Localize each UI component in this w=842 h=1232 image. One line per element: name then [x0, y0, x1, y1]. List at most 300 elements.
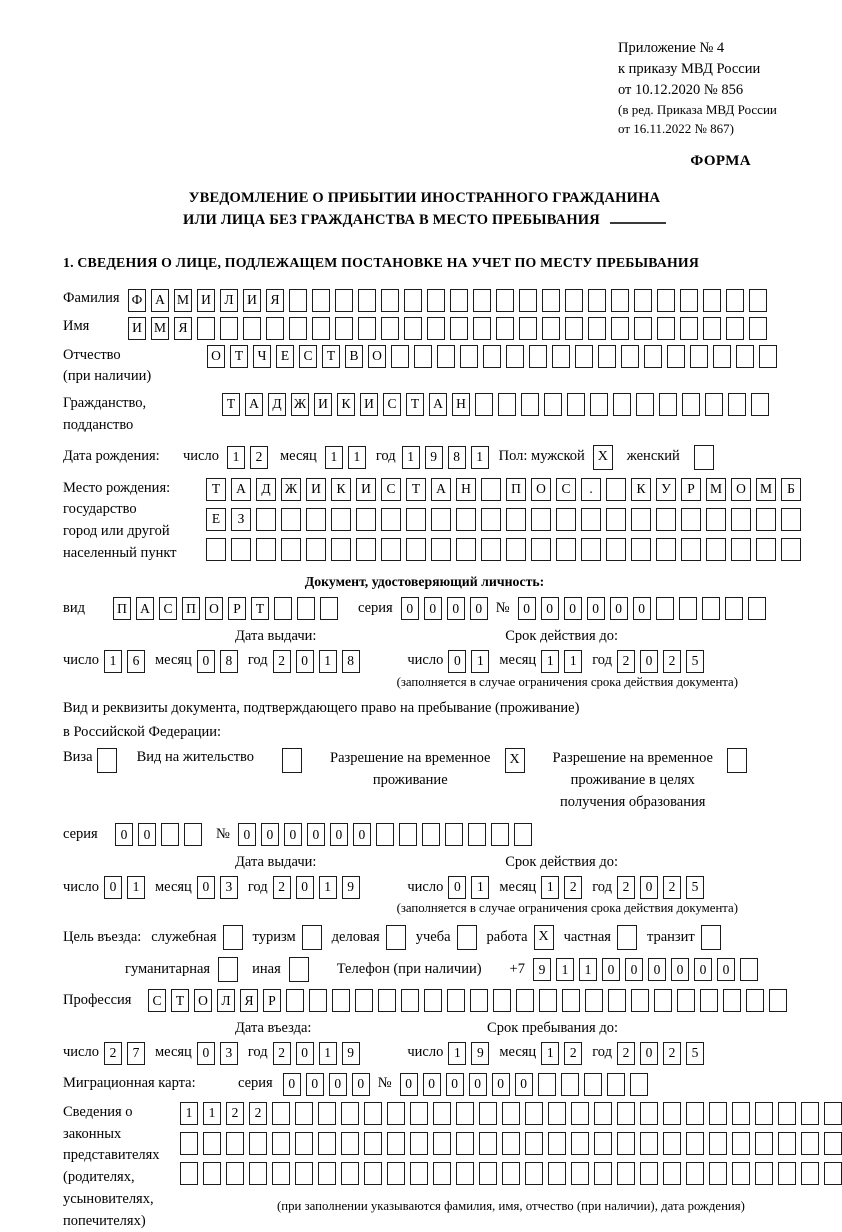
- char-cell[interactable]: К: [337, 393, 355, 416]
- char-cell[interactable]: [433, 1132, 451, 1155]
- char-cell[interactable]: 9: [342, 876, 360, 899]
- char-cell[interactable]: 0: [470, 597, 488, 620]
- char-cell[interactable]: [824, 1102, 842, 1125]
- char-cell[interactable]: К: [631, 478, 651, 501]
- char-cell[interactable]: [751, 393, 769, 416]
- char-cell[interactable]: О: [207, 345, 225, 368]
- char-cell[interactable]: О: [205, 597, 223, 620]
- char-cell[interactable]: [525, 1102, 543, 1125]
- char-cell[interactable]: 0: [115, 823, 133, 846]
- char-cell[interactable]: 1: [448, 1042, 466, 1065]
- char-cell[interactable]: 9: [533, 958, 551, 981]
- char-cell[interactable]: [220, 317, 238, 340]
- char-cell[interactable]: 2: [104, 1042, 122, 1065]
- char-cell[interactable]: [663, 1102, 681, 1125]
- char-cell[interactable]: 1: [541, 650, 559, 673]
- char-cell[interactable]: 0: [448, 876, 466, 899]
- char-cell[interactable]: 1: [541, 1042, 559, 1065]
- char-cell[interactable]: [575, 345, 593, 368]
- char-cell[interactable]: [493, 989, 511, 1012]
- char-cell[interactable]: [681, 538, 701, 561]
- char-cell[interactable]: Е: [206, 508, 226, 531]
- char-cell[interactable]: [706, 538, 726, 561]
- char-cell[interactable]: С: [159, 597, 177, 620]
- char-cell[interactable]: [759, 345, 777, 368]
- char-cell[interactable]: [531, 538, 551, 561]
- char-cell[interactable]: Р: [263, 989, 281, 1012]
- char-cell[interactable]: 0: [197, 650, 215, 673]
- char-cell[interactable]: 0: [640, 1042, 658, 1065]
- char-cell[interactable]: [479, 1162, 497, 1185]
- char-cell[interactable]: [562, 989, 580, 1012]
- char-cell[interactable]: Л: [217, 989, 235, 1012]
- purpose-work-checkbox[interactable]: X: [534, 925, 554, 950]
- char-cell[interactable]: 1: [348, 446, 366, 469]
- char-cell[interactable]: 0: [352, 1073, 370, 1096]
- char-cell[interactable]: [318, 1162, 336, 1185]
- char-cell[interactable]: Д: [256, 478, 276, 501]
- char-cell[interactable]: [686, 1162, 704, 1185]
- char-cell[interactable]: [656, 597, 674, 620]
- char-cell[interactable]: [180, 1162, 198, 1185]
- char-cell[interactable]: [755, 1162, 773, 1185]
- char-cell[interactable]: 2: [273, 876, 291, 899]
- char-cell[interactable]: Т: [171, 989, 189, 1012]
- char-cell[interactable]: [706, 508, 726, 531]
- char-cell[interactable]: [180, 1132, 198, 1155]
- char-cell[interactable]: [617, 1102, 635, 1125]
- char-cell[interactable]: Ж: [281, 478, 301, 501]
- char-cell[interactable]: 0: [284, 823, 302, 846]
- char-cell[interactable]: [607, 1073, 625, 1096]
- char-cell[interactable]: [364, 1162, 382, 1185]
- char-cell[interactable]: [249, 1162, 267, 1185]
- char-cell[interactable]: 1: [319, 876, 337, 899]
- char-cell[interactable]: П: [182, 597, 200, 620]
- char-cell[interactable]: [567, 393, 585, 416]
- char-cell[interactable]: [781, 508, 801, 531]
- char-cell[interactable]: [306, 538, 326, 561]
- char-cell[interactable]: Ч: [253, 345, 271, 368]
- char-cell[interactable]: [381, 538, 401, 561]
- char-cell[interactable]: [654, 989, 672, 1012]
- char-cell[interactable]: [748, 597, 766, 620]
- char-cell[interactable]: [656, 508, 676, 531]
- char-cell[interactable]: [274, 597, 292, 620]
- char-cell[interactable]: [519, 317, 537, 340]
- char-cell[interactable]: [732, 1132, 750, 1155]
- char-cell[interactable]: 0: [518, 597, 536, 620]
- char-cell[interactable]: О: [194, 989, 212, 1012]
- char-cell[interactable]: [608, 989, 626, 1012]
- char-cell[interactable]: [726, 317, 744, 340]
- char-cell[interactable]: М: [174, 289, 192, 312]
- char-cell[interactable]: В: [345, 345, 363, 368]
- char-cell[interactable]: 0: [424, 597, 442, 620]
- char-cell[interactable]: 5: [686, 876, 704, 899]
- char-cell[interactable]: [496, 317, 514, 340]
- char-cell[interactable]: 6: [127, 650, 145, 673]
- char-cell[interactable]: [406, 508, 426, 531]
- char-cell[interactable]: Д: [268, 393, 286, 416]
- char-cell[interactable]: [640, 1132, 658, 1155]
- purpose-tourism-checkbox[interactable]: [302, 925, 322, 950]
- char-cell[interactable]: [617, 1132, 635, 1155]
- char-cell[interactable]: [617, 1162, 635, 1185]
- char-cell[interactable]: [406, 538, 426, 561]
- char-cell[interactable]: С: [556, 478, 576, 501]
- purpose-study-checkbox[interactable]: [457, 925, 477, 950]
- char-cell[interactable]: Б: [781, 478, 801, 501]
- char-cell[interactable]: [473, 289, 491, 312]
- char-cell[interactable]: [705, 393, 723, 416]
- char-cell[interactable]: [571, 1162, 589, 1185]
- char-cell[interactable]: [594, 1132, 612, 1155]
- char-cell[interactable]: [690, 345, 708, 368]
- char-cell[interactable]: [256, 538, 276, 561]
- char-cell[interactable]: [410, 1132, 428, 1155]
- char-cell[interactable]: 0: [446, 1073, 464, 1096]
- char-cell[interactable]: [332, 989, 350, 1012]
- char-cell[interactable]: 0: [296, 650, 314, 673]
- char-cell[interactable]: [481, 508, 501, 531]
- char-cell[interactable]: [289, 289, 307, 312]
- char-cell[interactable]: [755, 1102, 773, 1125]
- char-cell[interactable]: 0: [492, 1073, 510, 1096]
- char-cell[interactable]: 0: [633, 597, 651, 620]
- char-cell[interactable]: 5: [686, 1042, 704, 1065]
- char-cell[interactable]: [399, 823, 417, 846]
- char-cell[interactable]: 0: [640, 650, 658, 673]
- char-cell[interactable]: 0: [423, 1073, 441, 1096]
- char-cell[interactable]: 0: [306, 1073, 324, 1096]
- char-cell[interactable]: 1: [556, 958, 574, 981]
- char-cell[interactable]: [335, 317, 353, 340]
- char-cell[interactable]: А: [136, 597, 154, 620]
- char-cell[interactable]: [456, 508, 476, 531]
- char-cell[interactable]: [731, 508, 751, 531]
- char-cell[interactable]: [542, 289, 560, 312]
- char-cell[interactable]: [606, 478, 626, 501]
- char-cell[interactable]: [644, 345, 662, 368]
- char-cell[interactable]: [341, 1162, 359, 1185]
- char-cell[interactable]: [756, 538, 776, 561]
- char-cell[interactable]: С: [381, 478, 401, 501]
- char-cell[interactable]: [203, 1132, 221, 1155]
- char-cell[interactable]: [679, 597, 697, 620]
- char-cell[interactable]: .: [581, 478, 601, 501]
- char-cell[interactable]: [590, 393, 608, 416]
- char-cell[interactable]: [498, 393, 516, 416]
- char-cell[interactable]: [483, 345, 501, 368]
- char-cell[interactable]: С: [299, 345, 317, 368]
- char-cell[interactable]: [281, 538, 301, 561]
- char-cell[interactable]: 1: [325, 446, 343, 469]
- char-cell[interactable]: 2: [663, 650, 681, 673]
- char-cell[interactable]: [272, 1162, 290, 1185]
- char-cell[interactable]: [703, 317, 721, 340]
- char-cell[interactable]: [460, 345, 478, 368]
- char-cell[interactable]: К: [331, 478, 351, 501]
- char-cell[interactable]: [249, 1132, 267, 1155]
- char-cell[interactable]: [381, 289, 399, 312]
- char-cell[interactable]: [404, 317, 422, 340]
- char-cell[interactable]: [391, 345, 409, 368]
- char-cell[interactable]: 0: [694, 958, 712, 981]
- char-cell[interactable]: [538, 1073, 556, 1096]
- char-cell[interactable]: [320, 597, 338, 620]
- char-cell[interactable]: [404, 289, 422, 312]
- char-cell[interactable]: [506, 538, 526, 561]
- char-cell[interactable]: [594, 1162, 612, 1185]
- char-cell[interactable]: 0: [197, 876, 215, 899]
- char-cell[interactable]: 0: [296, 1042, 314, 1065]
- char-cell[interactable]: И: [243, 289, 261, 312]
- char-cell[interactable]: [801, 1132, 819, 1155]
- char-cell[interactable]: Т: [206, 478, 226, 501]
- char-cell[interactable]: [184, 823, 202, 846]
- char-cell[interactable]: И: [356, 478, 376, 501]
- char-cell[interactable]: [681, 508, 701, 531]
- char-cell[interactable]: [456, 1132, 474, 1155]
- char-cell[interactable]: Т: [222, 393, 240, 416]
- char-cell[interactable]: 0: [238, 823, 256, 846]
- char-cell[interactable]: 9: [342, 1042, 360, 1065]
- char-cell[interactable]: [731, 538, 751, 561]
- char-cell[interactable]: [778, 1132, 796, 1155]
- char-cell[interactable]: [341, 1132, 359, 1155]
- char-cell[interactable]: [713, 345, 731, 368]
- char-cell[interactable]: И: [306, 478, 326, 501]
- char-cell[interactable]: 0: [640, 876, 658, 899]
- char-cell[interactable]: [226, 1162, 244, 1185]
- char-cell[interactable]: Т: [251, 597, 269, 620]
- char-cell[interactable]: [331, 538, 351, 561]
- char-cell[interactable]: А: [431, 478, 451, 501]
- char-cell[interactable]: [470, 989, 488, 1012]
- char-cell[interactable]: С: [383, 393, 401, 416]
- char-cell[interactable]: [801, 1102, 819, 1125]
- char-cell[interactable]: А: [429, 393, 447, 416]
- char-cell[interactable]: 0: [104, 876, 122, 899]
- char-cell[interactable]: 8: [448, 446, 466, 469]
- char-cell[interactable]: 0: [197, 1042, 215, 1065]
- char-cell[interactable]: [749, 289, 767, 312]
- sex-female-checkbox[interactable]: [694, 445, 714, 470]
- char-cell[interactable]: [548, 1102, 566, 1125]
- char-cell[interactable]: [640, 1102, 658, 1125]
- char-cell[interactable]: [502, 1102, 520, 1125]
- char-cell[interactable]: [525, 1132, 543, 1155]
- char-cell[interactable]: [401, 989, 419, 1012]
- char-cell[interactable]: [548, 1162, 566, 1185]
- char-cell[interactable]: Ф: [128, 289, 146, 312]
- char-cell[interactable]: [502, 1162, 520, 1185]
- char-cell[interactable]: 0: [401, 597, 419, 620]
- char-cell[interactable]: [335, 289, 353, 312]
- char-cell[interactable]: [588, 317, 606, 340]
- char-cell[interactable]: [431, 508, 451, 531]
- char-cell[interactable]: [556, 508, 576, 531]
- char-cell[interactable]: [594, 1102, 612, 1125]
- char-cell[interactable]: [206, 538, 226, 561]
- char-cell[interactable]: [502, 1132, 520, 1155]
- char-cell[interactable]: Н: [452, 393, 470, 416]
- char-cell[interactable]: [680, 289, 698, 312]
- char-cell[interactable]: Р: [228, 597, 246, 620]
- char-cell[interactable]: [723, 989, 741, 1012]
- char-cell[interactable]: [571, 1132, 589, 1155]
- char-cell[interactable]: [387, 1102, 405, 1125]
- char-cell[interactable]: [702, 597, 720, 620]
- char-cell[interactable]: 2: [663, 1042, 681, 1065]
- char-cell[interactable]: [318, 1102, 336, 1125]
- char-cell[interactable]: [427, 317, 445, 340]
- char-cell[interactable]: [521, 393, 539, 416]
- char-cell[interactable]: [289, 317, 307, 340]
- char-cell[interactable]: 0: [671, 958, 689, 981]
- char-cell[interactable]: И: [197, 289, 215, 312]
- char-cell[interactable]: [437, 345, 455, 368]
- char-cell[interactable]: 1: [227, 446, 245, 469]
- char-cell[interactable]: [491, 823, 509, 846]
- char-cell[interactable]: [824, 1162, 842, 1185]
- char-cell[interactable]: 2: [564, 876, 582, 899]
- char-cell[interactable]: [496, 289, 514, 312]
- char-cell[interactable]: П: [113, 597, 131, 620]
- char-cell[interactable]: [519, 289, 537, 312]
- char-cell[interactable]: 1: [541, 876, 559, 899]
- char-cell[interactable]: [542, 317, 560, 340]
- char-cell[interactable]: [376, 823, 394, 846]
- char-cell[interactable]: 1: [319, 650, 337, 673]
- char-cell[interactable]: [769, 989, 787, 1012]
- char-cell[interactable]: [431, 538, 451, 561]
- char-cell[interactable]: [539, 989, 557, 1012]
- char-cell[interactable]: 3: [220, 1042, 238, 1065]
- char-cell[interactable]: Т: [230, 345, 248, 368]
- char-cell[interactable]: З: [231, 508, 251, 531]
- char-cell[interactable]: [801, 1162, 819, 1185]
- char-cell[interactable]: [506, 508, 526, 531]
- char-cell[interactable]: [548, 1132, 566, 1155]
- char-cell[interactable]: [755, 1132, 773, 1155]
- char-cell[interactable]: [355, 989, 373, 1012]
- char-cell[interactable]: 8: [342, 650, 360, 673]
- char-cell[interactable]: [667, 345, 685, 368]
- char-cell[interactable]: 0: [515, 1073, 533, 1096]
- char-cell[interactable]: 1: [319, 1042, 337, 1065]
- char-cell[interactable]: 2: [617, 876, 635, 899]
- char-cell[interactable]: [621, 345, 639, 368]
- char-cell[interactable]: [445, 823, 463, 846]
- char-cell[interactable]: [656, 538, 676, 561]
- char-cell[interactable]: [756, 508, 776, 531]
- char-cell[interactable]: А: [231, 478, 251, 501]
- char-cell[interactable]: [749, 317, 767, 340]
- char-cell[interactable]: [740, 958, 758, 981]
- char-cell[interactable]: 0: [307, 823, 325, 846]
- char-cell[interactable]: 2: [273, 1042, 291, 1065]
- char-cell[interactable]: [565, 289, 583, 312]
- char-cell[interactable]: 1: [127, 876, 145, 899]
- char-cell[interactable]: [356, 508, 376, 531]
- char-cell[interactable]: [630, 1073, 648, 1096]
- char-cell[interactable]: 1: [564, 650, 582, 673]
- char-cell[interactable]: [481, 478, 501, 501]
- char-cell[interactable]: [473, 317, 491, 340]
- char-cell[interactable]: С: [148, 989, 166, 1012]
- char-cell[interactable]: 0: [648, 958, 666, 981]
- char-cell[interactable]: [682, 393, 700, 416]
- char-cell[interactable]: [433, 1102, 451, 1125]
- char-cell[interactable]: [331, 508, 351, 531]
- char-cell[interactable]: Я: [174, 317, 192, 340]
- char-cell[interactable]: 2: [617, 650, 635, 673]
- char-cell[interactable]: [306, 508, 326, 531]
- char-cell[interactable]: 0: [400, 1073, 418, 1096]
- char-cell[interactable]: [657, 289, 675, 312]
- char-cell[interactable]: [634, 289, 652, 312]
- char-cell[interactable]: У: [656, 478, 676, 501]
- char-cell[interactable]: 1: [203, 1102, 221, 1125]
- char-cell[interactable]: [286, 989, 304, 1012]
- char-cell[interactable]: 2: [273, 650, 291, 673]
- char-cell[interactable]: [450, 317, 468, 340]
- char-cell[interactable]: [203, 1162, 221, 1185]
- char-cell[interactable]: 9: [471, 1042, 489, 1065]
- char-cell[interactable]: [161, 823, 179, 846]
- char-cell[interactable]: 0: [283, 1073, 301, 1096]
- char-cell[interactable]: [447, 989, 465, 1012]
- char-cell[interactable]: [552, 345, 570, 368]
- char-cell[interactable]: [726, 289, 744, 312]
- temp-permit-checkbox[interactable]: X: [505, 748, 525, 773]
- char-cell[interactable]: Р: [681, 478, 701, 501]
- char-cell[interactable]: [824, 1132, 842, 1155]
- char-cell[interactable]: [387, 1162, 405, 1185]
- char-cell[interactable]: [243, 317, 261, 340]
- char-cell[interactable]: [364, 1132, 382, 1155]
- char-cell[interactable]: [266, 317, 284, 340]
- char-cell[interactable]: 0: [625, 958, 643, 981]
- char-cell[interactable]: [709, 1162, 727, 1185]
- char-cell[interactable]: А: [151, 289, 169, 312]
- char-cell[interactable]: [781, 538, 801, 561]
- char-cell[interactable]: [364, 1102, 382, 1125]
- visa-checkbox[interactable]: [97, 748, 117, 773]
- char-cell[interactable]: [709, 1132, 727, 1155]
- char-cell[interactable]: 2: [564, 1042, 582, 1065]
- char-cell[interactable]: Я: [240, 989, 258, 1012]
- char-cell[interactable]: [475, 393, 493, 416]
- char-cell[interactable]: [272, 1102, 290, 1125]
- char-cell[interactable]: [640, 1162, 658, 1185]
- char-cell[interactable]: [631, 508, 651, 531]
- char-cell[interactable]: [456, 1102, 474, 1125]
- char-cell[interactable]: [427, 289, 445, 312]
- char-cell[interactable]: [611, 317, 629, 340]
- char-cell[interactable]: 1: [104, 650, 122, 673]
- char-cell[interactable]: 0: [447, 597, 465, 620]
- char-cell[interactable]: [606, 508, 626, 531]
- char-cell[interactable]: [256, 508, 276, 531]
- char-cell[interactable]: 0: [448, 650, 466, 673]
- char-cell[interactable]: [613, 393, 631, 416]
- char-cell[interactable]: [778, 1102, 796, 1125]
- purpose-private-checkbox[interactable]: [617, 925, 637, 950]
- char-cell[interactable]: [606, 538, 626, 561]
